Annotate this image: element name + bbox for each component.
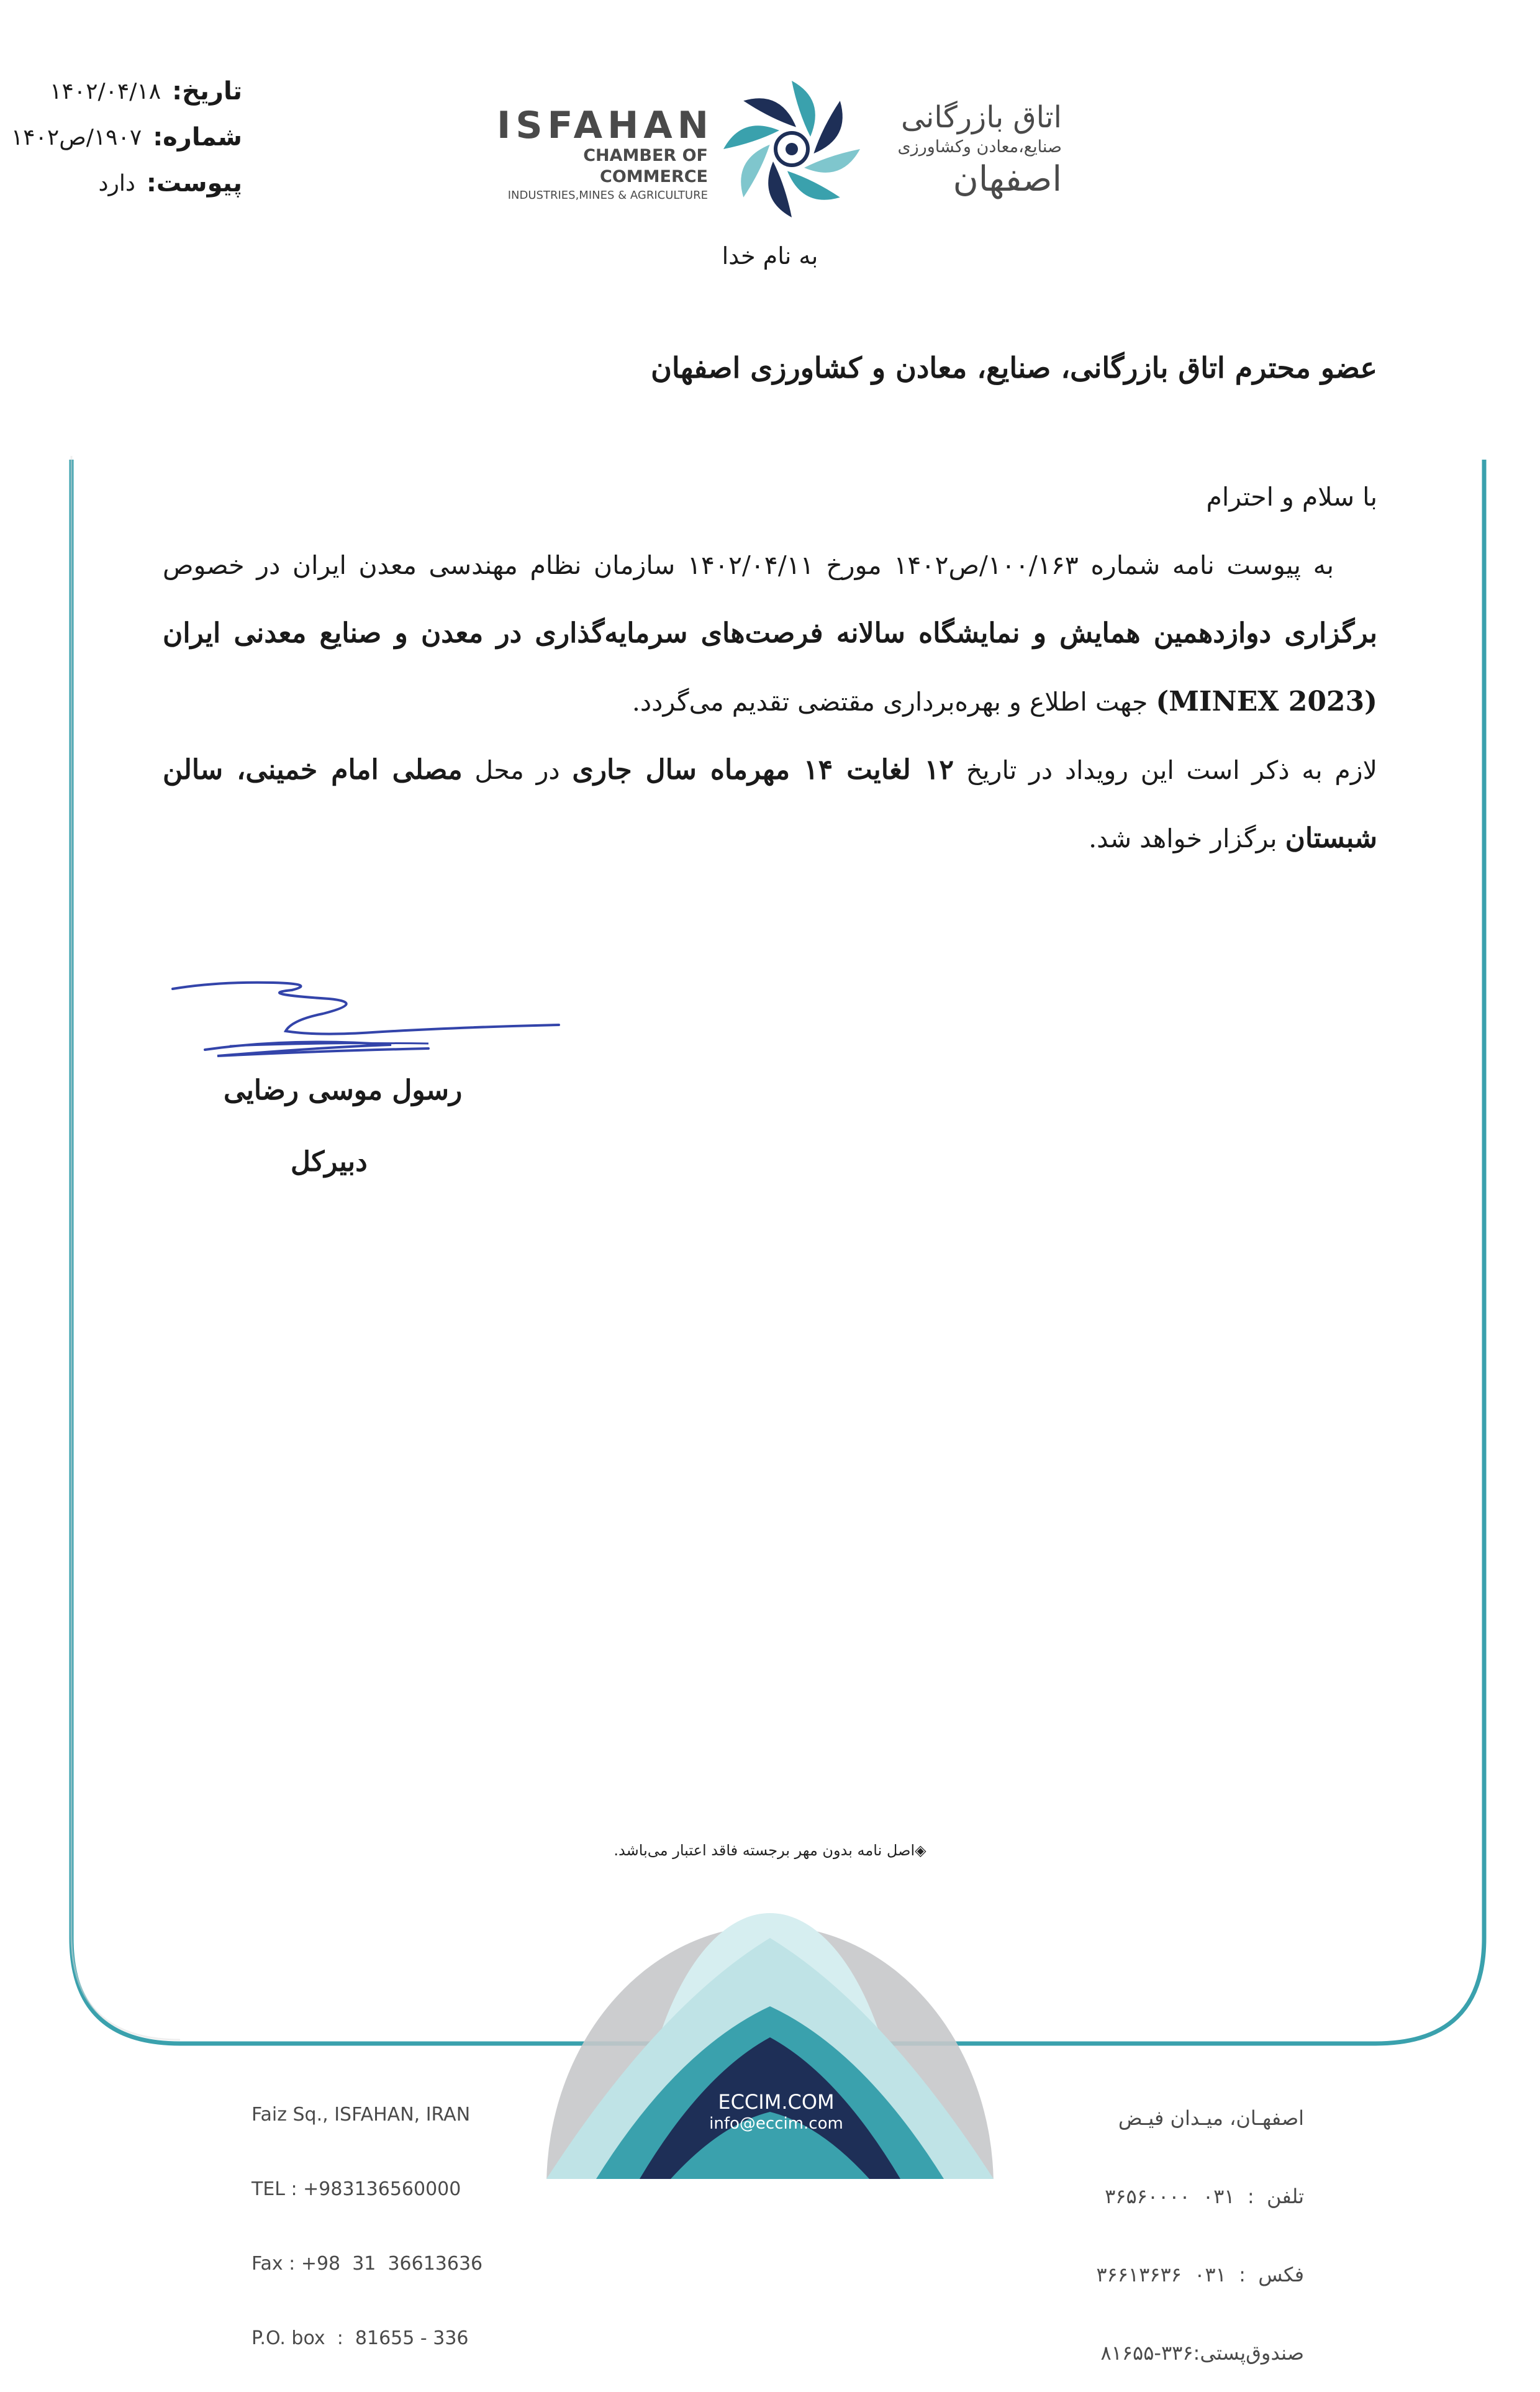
logo-en-line3: INDUSTRIES,MINES & AGRICULTURE — [507, 189, 708, 202]
footer-fa-address: اصفهـان، میـدان فیـض — [1118, 2106, 1304, 2130]
meta-number-row — [11, 114, 242, 160]
paragraph-2 — [163, 736, 1377, 873]
letter-body — [163, 463, 1377, 873]
logo-fa-line1: اتاق بازرگانی — [900, 100, 1062, 135]
paragraph-1 — [163, 531, 1377, 736]
footer-email-link[interactable]: info@eccim.com — [709, 2114, 843, 2133]
validity-note: ◈اصل نامه بدون مهر برجسته فاقد اعتبار می‌باشد. — [614, 1842, 926, 1859]
date-value: ۱۴۰۲/۰۴/۱۸ — [50, 78, 161, 104]
meta-date-row — [19, 68, 242, 114]
p2-text-a: لازم به ذکر است این رویداد در تاریخ — [966, 755, 1377, 785]
logo-persian-text — [876, 99, 1062, 200]
letter-meta — [11, 68, 242, 206]
footer-fa-fax: فکس : ۰۳۱ ۳۶۶۱۳۶۳۶ — [1096, 2263, 1304, 2286]
p2-text-b: در محل — [474, 755, 560, 785]
attachment-value: دارد — [98, 170, 135, 196]
footer-en-pobox: P.O. box : 81655 - 336 — [251, 2327, 469, 2349]
footer-persian-contact — [1096, 2053, 1304, 2392]
basmala: به نام خدا — [722, 242, 818, 270]
footer-english-contact — [251, 2053, 482, 2376]
p1-bold: برگزاری دوازدهمین همایش و نمایشگاه سالانه فرصت‌های سرمایه‌گذاری در معدن و صنایع معدنی ایران (MINEX 2023) — [163, 617, 1377, 717]
signer-name: رسول موسی رضایی — [224, 1075, 463, 1106]
footer-en-address: Faiz Sq., ISFAHAN, IRAN — [251, 2104, 471, 2126]
logo-fa-line3: اصفهان — [953, 159, 1062, 199]
meta-attachment-row — [19, 160, 242, 206]
chamber-logo — [497, 75, 1068, 224]
p1-text-b: جهت اطلاع و بهره‌برداری مقتضی تقدیم می‌گردد. — [632, 687, 1148, 717]
handwritten-signature — [168, 969, 565, 1068]
logo-emblem-icon — [717, 75, 866, 224]
footer-web — [702, 2090, 851, 2134]
logo-en-line2: CHAMBER OF COMMERCE — [583, 146, 708, 186]
p2-bold-venue: مصلی امام خمینی، سالن شبستان — [163, 754, 1377, 854]
p2-text-c: برگزار خواهد شد. — [1089, 824, 1277, 853]
number-value: ۱۹۰۷/ص۱۴۰۲ — [11, 124, 142, 150]
p2-bold-date: ۱۲ لغایت ۱۴ مهرماه سال جاری — [572, 754, 954, 786]
greeting: با سلام و احترام — [1206, 482, 1377, 512]
footer-en-fax: Fax : +98 31 36613636 — [251, 2253, 483, 2275]
footer-website-link[interactable]: ECCIM.COM — [718, 2090, 835, 2114]
date-label: تاریخ: — [172, 77, 242, 106]
footer-emblem — [546, 1913, 994, 2179]
logo-en-line1: ISFAHAN — [497, 104, 713, 147]
footer-fa-tel: تلفن : ۰۳۱ ۳۶۵۶۰۰۰۰ — [1105, 2185, 1304, 2208]
logo-english-text — [497, 104, 713, 204]
recipient-line: عضو محترم اتاق بازرگانی، صنایع، معادن و کشاورزی اصفهان — [651, 351, 1377, 384]
signer-title: دبیرکل — [291, 1146, 368, 1178]
footer-en-tel: TEL : +983136560000 — [251, 2178, 461, 2200]
p1-text-a: به پیوست نامه شماره ۱۰۰/۱۶۳/ص۱۴۰۲ مورخ ۱۴۰۲/۰۴/۱۱ سازمان نظام مهندسی معدن ایران در خصوص — [163, 550, 1334, 580]
footer-fa-pobox: صندوق‌پستی:۳۳۶-۸۱۶۵۵ — [1100, 2341, 1304, 2365]
number-label: شماره: — [153, 123, 242, 152]
attachment-label: پیوست: — [146, 169, 242, 198]
logo-fa-line2: صنایع،معادن وکشاورزی — [897, 137, 1062, 157]
